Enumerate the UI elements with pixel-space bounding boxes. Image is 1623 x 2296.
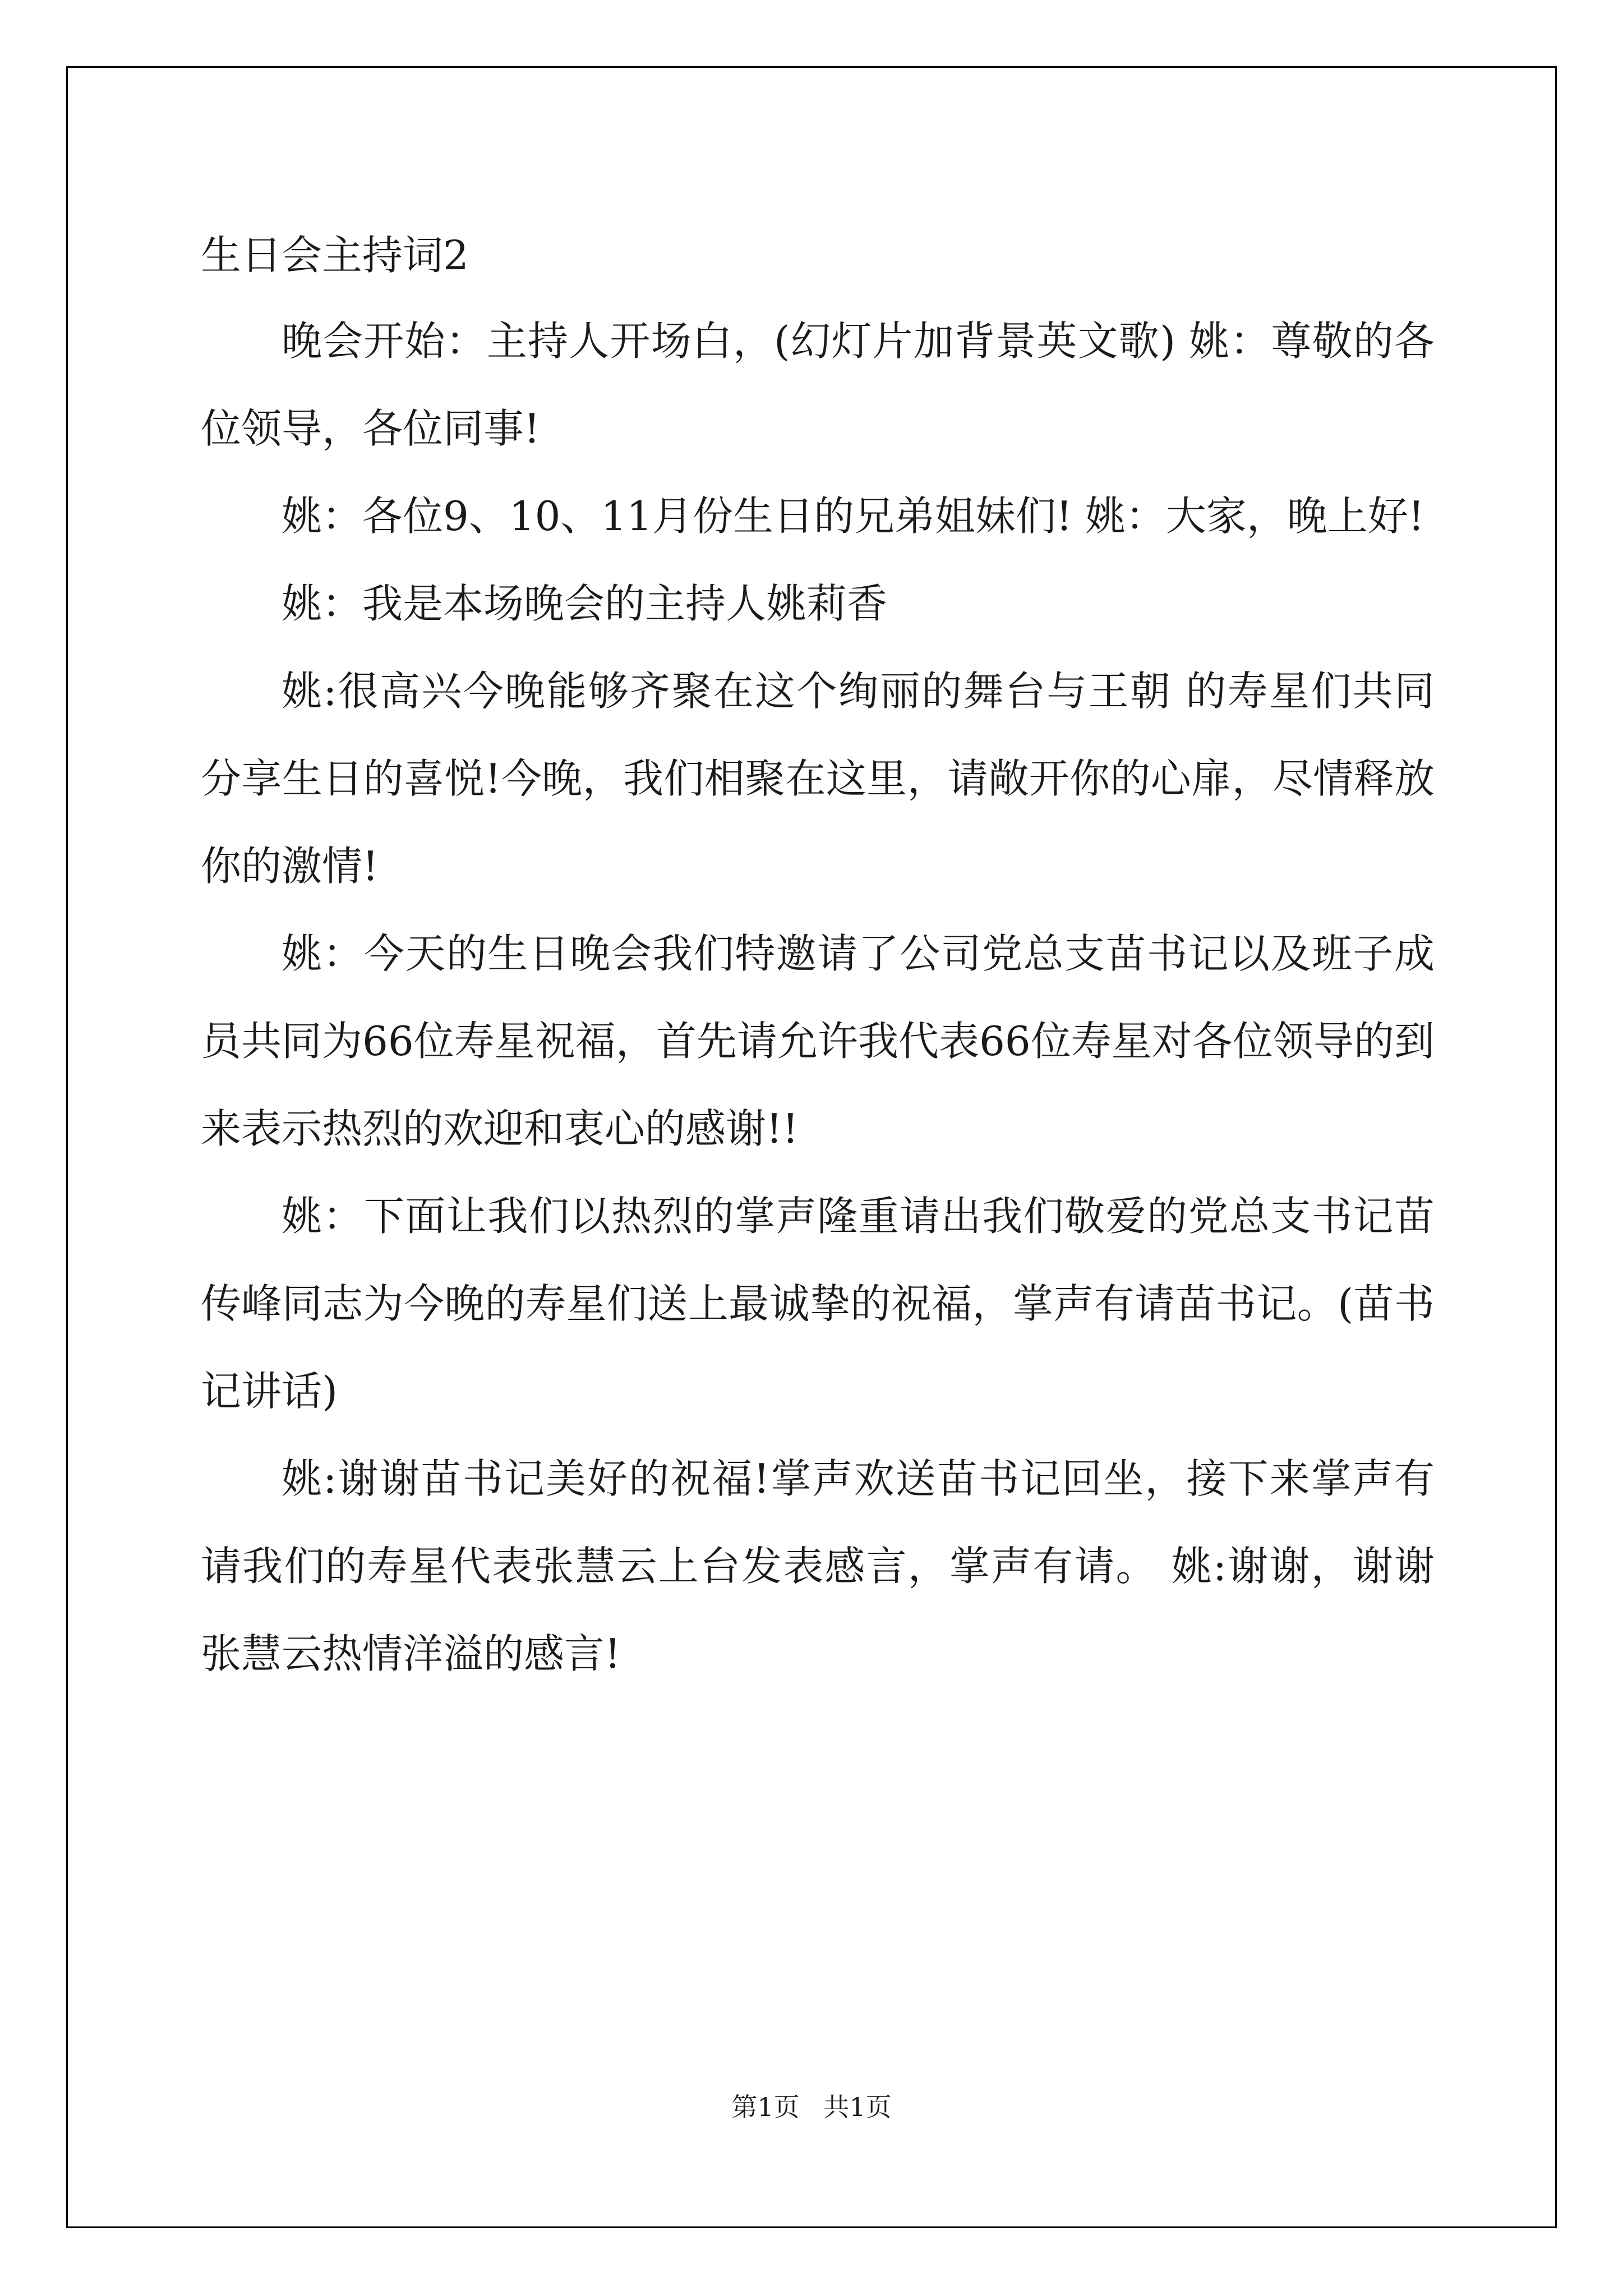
paragraph: 姚:很高兴今晚能够齐聚在这个绚丽的舞台与王朝 的寿星们共同分享生日的喜悦!今晚，我们相聚在这里，请敞开你的心扉，尽情释放你的激情!	[201, 668, 1435, 890]
page-number-current: 第1页	[731, 2092, 800, 2122]
document-title: 生日会主持词2	[201, 232, 469, 279]
paragraph: 姚：各位9、10、11月份生日的兄弟姐妹们! 姚：大家，晚上好!	[282, 493, 1424, 540]
paragraph: 姚：我是本场晚会的主持人姚莉香	[282, 580, 888, 627]
page-number-total: 共1页	[823, 2092, 892, 2122]
paragraph: 晚会开始：主持人开场白，(幻灯片加背景英文歌) 姚：尊敬的各位领导，各位同事!	[201, 318, 1435, 452]
paragraph: 姚：今天的生日晚会我们特邀请了公司党总支苗书记以及班子成员共同为66位寿星祝福，首先请允许我代表66位寿星对各位领导的到来表示热烈的欢迎和衷心的感谢!!	[201, 930, 1435, 1152]
paragraph: 姚：下面让我们以热烈的掌声隆重请出我们敬爱的党总支书记苗传峰同志为今晚的寿星们送上最诚挚的祝福，掌声有请苗书记。(苗书记讲话)	[201, 1193, 1435, 1415]
paragraph: 姚:谢谢苗书记美好的祝福!掌声欢送苗书记回坐，接下来掌声有请我们的寿星代表张慧云上台发表感言，掌声有请。 姚:谢谢，谢谢张慧云热情洋溢的感言!	[201, 1455, 1435, 1677]
document-body	[201, 213, 1435, 1697]
page-footer	[0, 2087, 1623, 2124]
